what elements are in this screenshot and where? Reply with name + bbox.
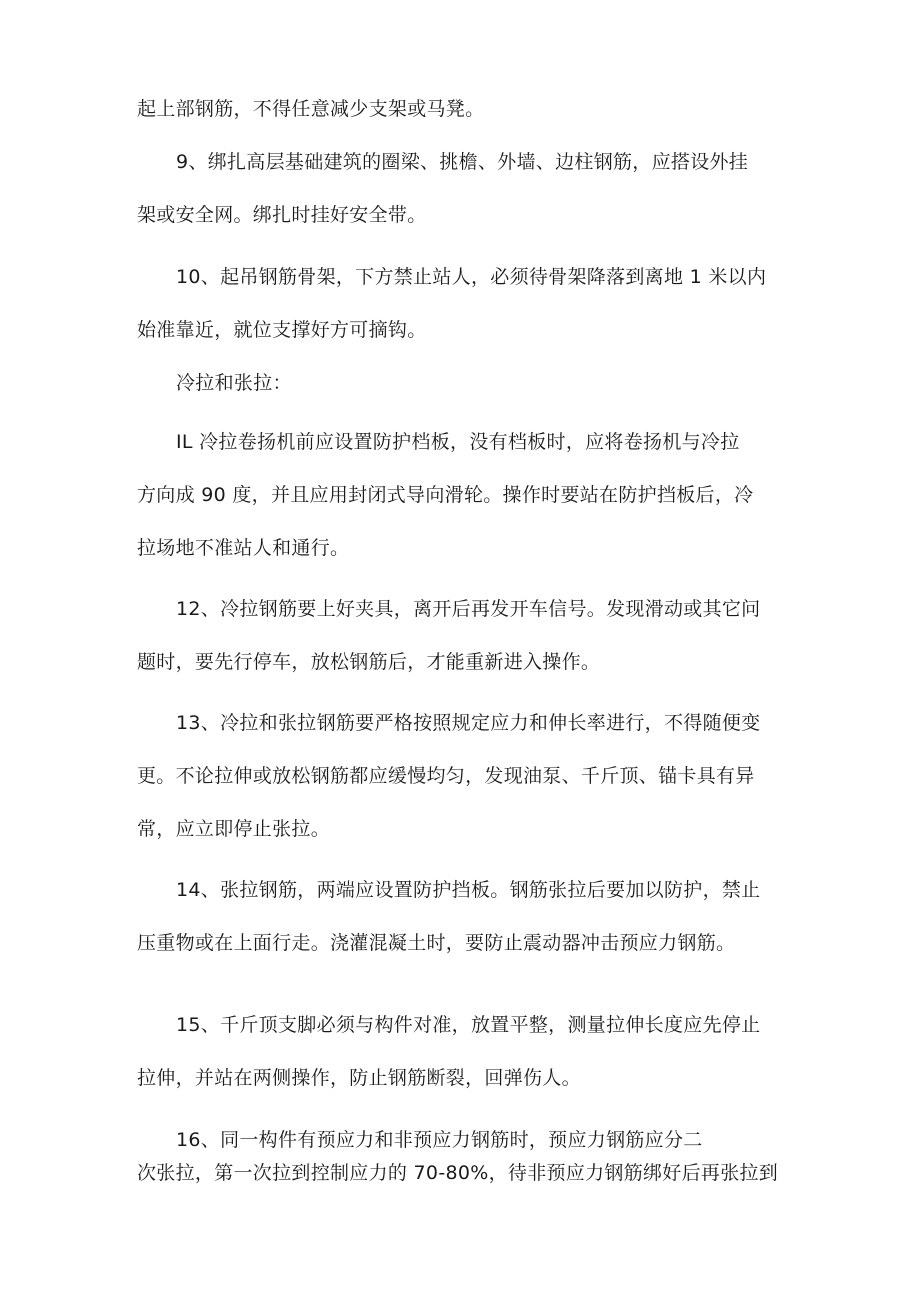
text-line: 始准靠近，就位支撑好方可摘钩。 <box>137 319 427 341</box>
text-line: 拉伸，并站在两侧操作，防止钢筋断裂，回弹伤人。 <box>137 1067 581 1089</box>
text-line: 架或安全网。绑扎时挂好安全带。 <box>137 204 427 226</box>
text-line: IL 冷拉卷扬机前应设置防护档板，没有档板时，应将卷扬机与冷拉 <box>176 431 740 453</box>
text-line: 起上部钢筋，不得任意减少支架或马凳。 <box>137 98 485 120</box>
section-heading: 冷拉和张拉： <box>176 372 292 394</box>
text-line: 题时，要先行停车，放松钢筋后，才能重新进入操作。 <box>137 651 601 673</box>
text-line: 12、冷拉钢筋要上好夹具，离开后再发开车信号。发现滑动或其它问 <box>176 598 761 620</box>
text-line: 14、张拉钢筋，两端应设置防护挡板。钢筋张拉后要加以防护，禁止 <box>176 879 761 901</box>
text-line: 10、起吊钢筋骨架，下方禁止站人，必须待骨架降落到离地 1 米以内 <box>176 266 767 288</box>
text-line: 9、绑扎高层基础建筑的圈梁、挑檐、外墙、边柱钢筋，应搭设外挂 <box>176 151 749 173</box>
text-line: 拉场地不准站人和通行。 <box>137 537 350 559</box>
text-line: 常，应立即停止张拉。 <box>137 818 331 840</box>
text-line: 更。不论拉伸或放松钢筋都应缓慢均匀，发现油泵、千斤顶、锚卡具有异 <box>137 765 755 787</box>
text-line: 压重物或在上面行走。浇灌混凝土时，要防止震动器冲击预应力钢筋。 <box>137 932 736 954</box>
text-line: 方向成 90 度，并且应用封闭式导向滑轮。操作时要站在防护挡板后，冷 <box>137 484 754 506</box>
text-line: 15、千斤顶支脚必须与构件对准，放置平整，测量拉伸长度应先停止 <box>176 1014 761 1036</box>
text-line: 13、冷拉和张拉钢筋要严格按照规定应力和伸长率进行，不得随便变 <box>176 712 761 734</box>
text-line: 次张拉，第一次拉到控制应力的 70-80%，待非预应力钢筋绑好后再张拉到 <box>137 1162 779 1184</box>
text-line: 16、同一构件有预应力和非预应力钢筋时，预应力钢筋应分二 <box>176 1129 703 1151</box>
